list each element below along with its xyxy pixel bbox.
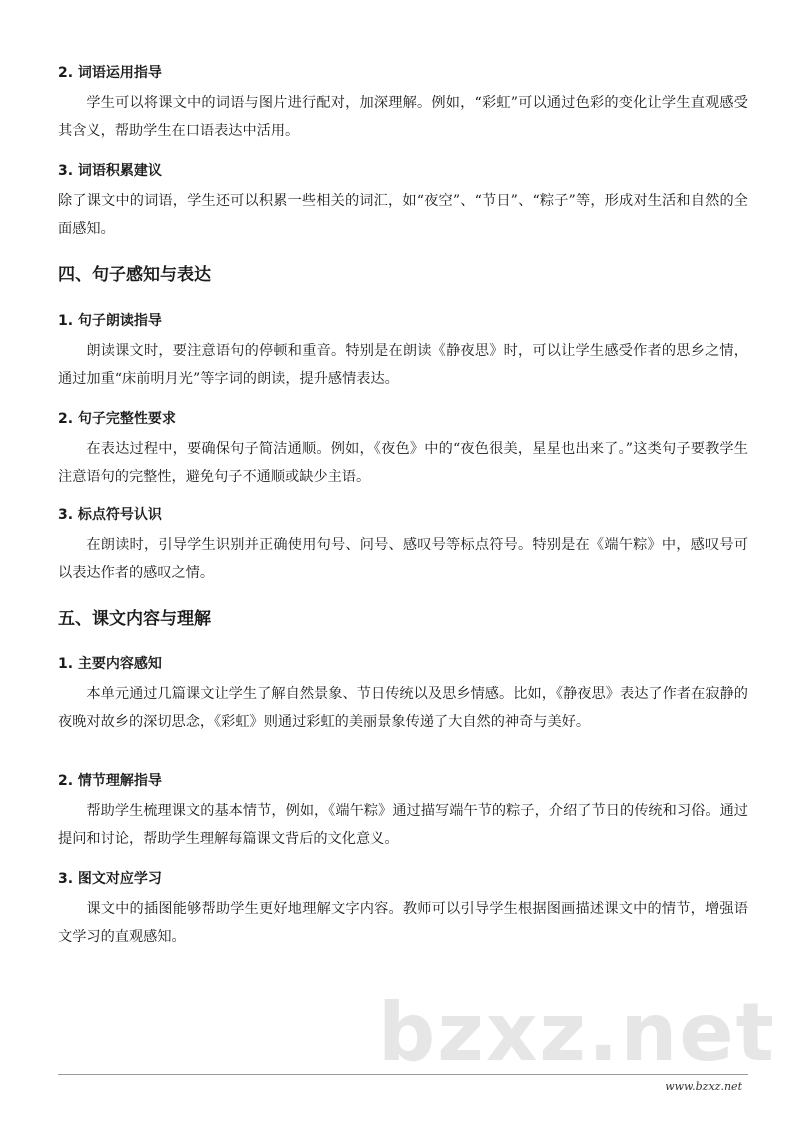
paragraph-word-usage: 学生可以将课文中的词语与图片进行配对，加深理解。例如，“彩虹”可以通过色彩的变化让学生直观感受其含义，帮助学生在口语表达中活用。	[58, 95, 748, 139]
paragraph-plot-understanding: 帮助学生梳理课文的基本情节，例如，《端午粽》通过描写端午节的粽子，介绍了节日的传统和习俗。通过提问和讨论，帮助学生理解每篇课文背后的文化意义。	[58, 803, 748, 847]
subheading-sentence-completeness: 2. 句子完整性要求	[58, 411, 176, 427]
section-heading-sentences: 四、句子感知与表达	[58, 265, 211, 285]
paragraph-word-accumulation: 除了课文中的词语，学生还可以积累一些相关的词汇，如“夜空”、“节日”、“粽子”等，形成对生活和自然的全面感知。	[58, 193, 748, 237]
section-heading-content: 五、课文内容与理解	[58, 609, 211, 629]
footer-divider	[58, 1074, 748, 1075]
subheading-picture-text: 3. 图文对应学习	[58, 871, 162, 887]
paragraph-main-content: 本单元通过几篇课文让学生了解自然景象、节日传统以及思乡情感。比如，《静夜思》表达了作者在寂静的夜晚对故乡的深切思念，《彩虹》则通过彩虹的美丽景象传递了大自然的神奇与美好。	[58, 686, 748, 730]
subheading-main-content: 1. 主要内容感知	[58, 656, 162, 672]
subheading-punctuation: 3. 标点符号认识	[58, 507, 162, 523]
paragraph-sentence-reading: 朗读课文时，要注意语句的停顿和重音。特别是在朗读《静夜思》时，可以让学生感受作者的思乡之情，通过加重“床前明月光”等字词的朗读，提升感情表达。	[58, 343, 748, 387]
subheading-plot-understanding: 2. 情节理解指导	[58, 773, 162, 789]
watermark: bzxz.net	[378, 986, 776, 1079]
subheading-word-usage: 2. 词语运用指导	[58, 65, 162, 81]
paragraph-sentence-completeness: 在表达过程中，要确保句子简洁通顺。例如，《夜色》中的“夜色很美，星星也出来了。”这类句子要教学生注意语句的完整性，避免句子不通顺或缺少主语。	[58, 441, 748, 485]
footer-url: www.bzxz.net	[665, 1080, 742, 1093]
paragraph-picture-text: 课文中的插图能够帮助学生更好地理解文字内容。教师可以引导学生根据图画描述课文中的情节，增强语文学习的直观感知。	[58, 901, 748, 945]
subheading-sentence-reading: 1. 句子朗读指导	[58, 313, 162, 329]
paragraph-punctuation: 在朗读时，引导学生识别并正确使用句号、问号、感叹号等标点符号。特别是在《端午粽》中，感叹号可以表达作者的感叹之情。	[58, 537, 748, 581]
subheading-word-accumulation: 3. 词语积累建议	[58, 163, 162, 179]
